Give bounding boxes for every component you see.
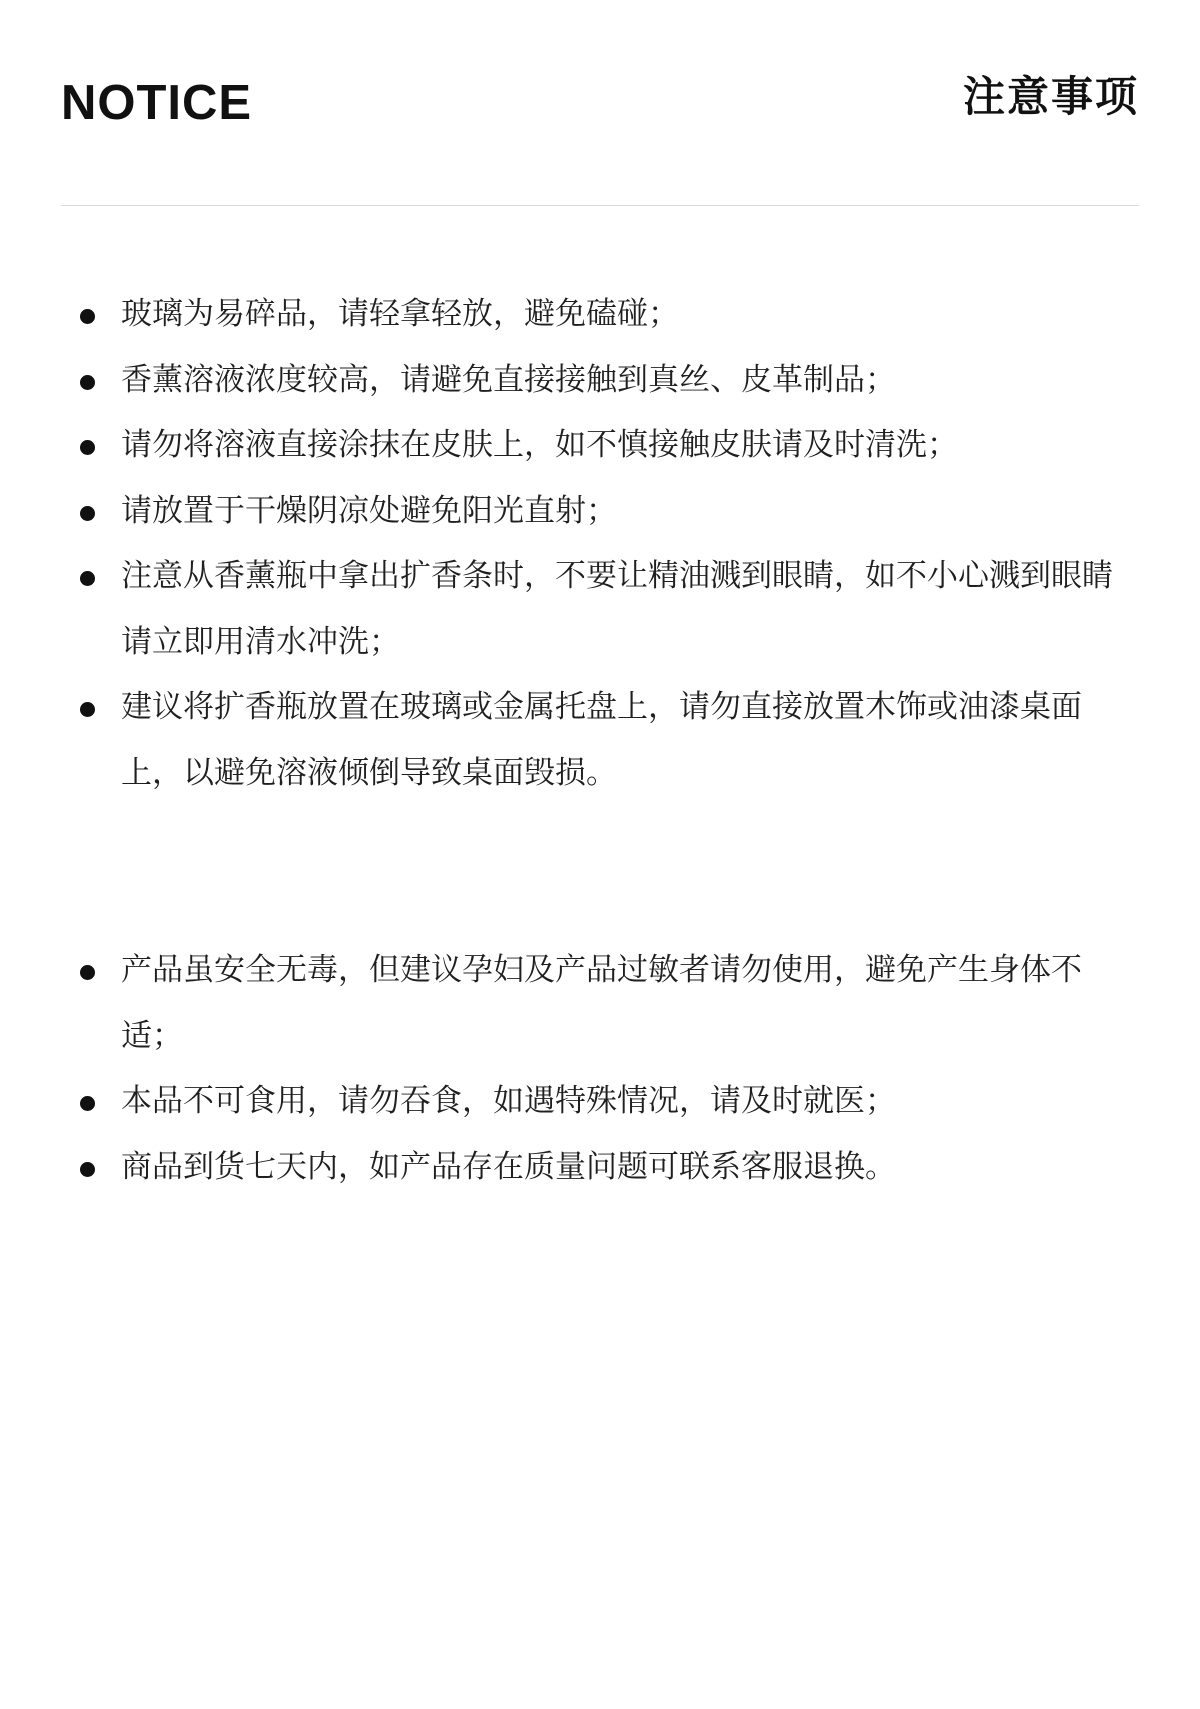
notice-item [0, 938, 1200, 1069]
notice-text: 玻璃为易碎品，请轻拿轻放，避免磕碰； [121, 296, 679, 332]
notice-list-usage [0, 282, 1200, 806]
notice-text: 商品到货七天内，如产品存在质量问题可联系客服退换。 [121, 1148, 896, 1185]
notice-item [0, 1135, 1200, 1201]
notice-item [0, 1069, 1200, 1135]
bullet-dot-icon [80, 375, 95, 390]
bullet-dot-icon [80, 1162, 95, 1177]
notice-item [0, 348, 1200, 414]
notice-text: 注意从香薰瓶中拿出扩香条时，不要让精油溅到眼睛，如不小心溅到眼睛请立即用清水冲洗； [121, 558, 1113, 660]
bullet-dot-icon [80, 571, 95, 586]
header-divider [61, 205, 1139, 206]
notice-text: 请勿将溶液直接涂抹在皮肤上，如不慎接触皮肤请及时清洗； [121, 427, 958, 463]
bullet-dot-icon [80, 440, 95, 455]
notice-text: 香薰溶液浓度较高，请避免直接接触到真丝、皮革制品； [121, 361, 896, 398]
notice-list-safety [0, 938, 1200, 1200]
notice-text: 产品虽安全无毒，但建议孕妇及产品过敏者请勿使用，避免产生身体不适； [121, 952, 1082, 1054]
bullet-dot-icon [80, 965, 95, 980]
notice-item [0, 675, 1200, 806]
notice-text: 本品不可食用，请勿吞食，如遇特殊情况，请及时就医； [121, 1083, 896, 1119]
notice-item [0, 282, 1200, 348]
notice-item [0, 479, 1200, 545]
notice-text: 建议将扩香瓶放置在玻璃或金属托盘上，请勿直接放置木饰或油漆桌面上，以避免溶液倾倒导致桌面毁损。 [121, 689, 1082, 791]
page-title-english: NOTICE [61, 76, 253, 130]
bullet-dot-icon [80, 1096, 95, 1111]
notice-text: 请放置于干燥阴凉处避免阳光直射； [121, 492, 617, 529]
bullet-dot-icon [80, 506, 95, 521]
page-title-chinese: 注意事项 [962, 72, 1139, 121]
page-header [61, 62, 1139, 132]
notice-item [0, 544, 1200, 675]
bullet-dot-icon [80, 309, 95, 324]
notice-item [0, 413, 1200, 479]
bullet-dot-icon [80, 702, 95, 717]
